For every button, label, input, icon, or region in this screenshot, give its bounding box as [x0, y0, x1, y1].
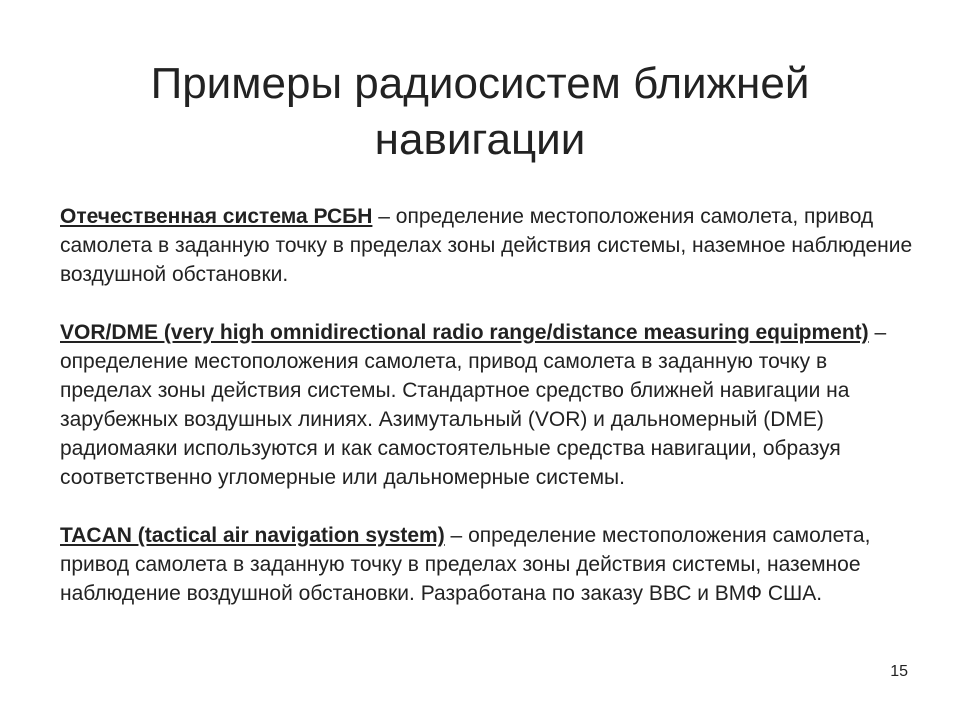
description-rsbn: – определение местоположения самолета, привод самолета в заданную точку в пределах зоны действия системы, наземное наблюдение воздушной обстановки.: [60, 205, 913, 286]
paragraph-tacan: [60, 521, 920, 608]
slide-body: [60, 202, 920, 637]
description-vor-dme: – определение местоположения самолета, привод самолета в заданную точку в пределах зоны действия системы. Стандартное средство ближней навигации на зарубежных воздушных линиях. Азимутальный (VOR) и дальномерный (DME) радиомаяки используются и как самостоятельные средства навигации, образуя соответственно угломерные или дальномерные системы.: [60, 321, 887, 489]
term-vor-dme: VOR/DME (very high omnidirectional radio range/distance measuring equipment): [60, 321, 869, 344]
description-tacan: – определение местоположения самолета, привод самолета в заданную точку в пределах зоны действия системы, наземное наблюдение воздушной обстановки. Разработана по заказу ВВС и ВМФ США.: [60, 524, 871, 605]
paragraph-rsbn: [60, 202, 920, 289]
page-number: 15: [890, 663, 908, 680]
term-rsbn: Отечественная система РСБН: [60, 205, 373, 228]
term-tacan: TACAN (tactical air navigation system): [60, 524, 445, 547]
slide-title: Примеры радиосистем ближней навигации: [150, 59, 810, 164]
paragraph-vor-dme: [60, 318, 920, 492]
